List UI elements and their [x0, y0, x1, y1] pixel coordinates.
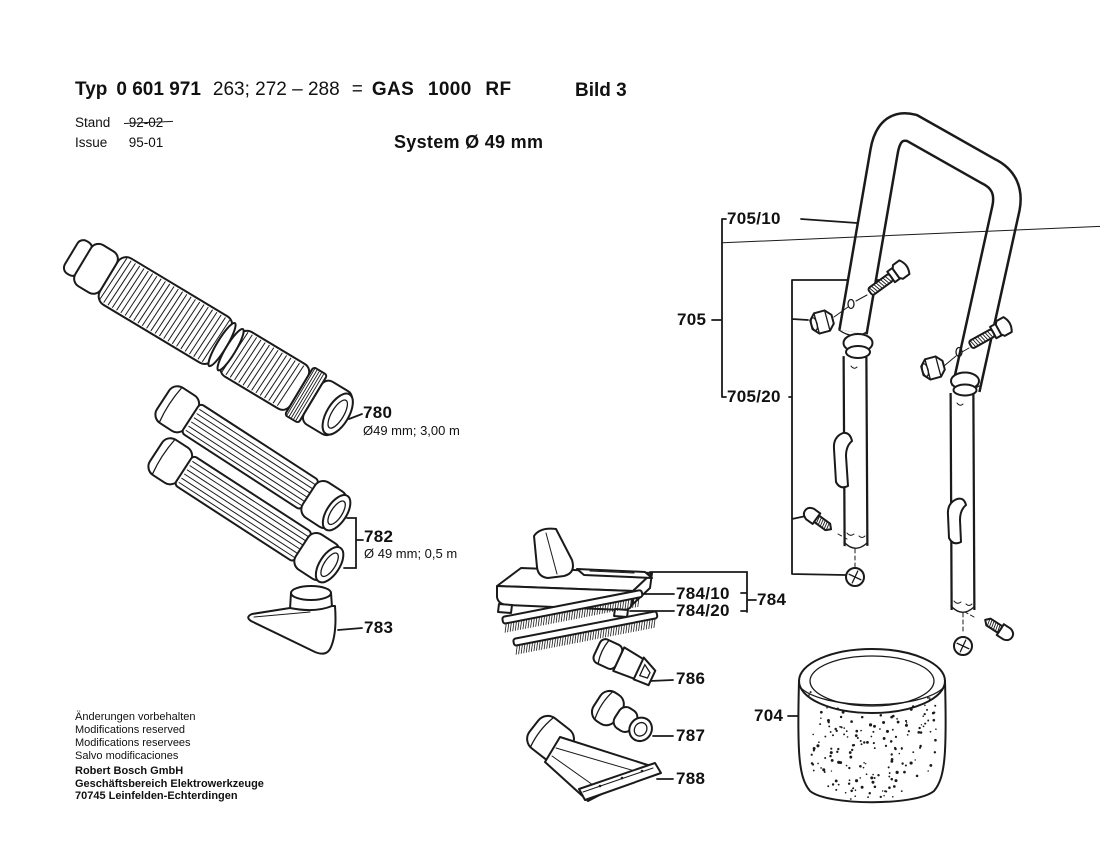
- stand-value-struck: 92-02: [128, 115, 164, 130]
- part-label-784-20: 784/20: [676, 601, 730, 620]
- part-label-782: 782: [364, 527, 394, 546]
- part-spec-782: Ø 49 mm; 0,5 m: [364, 546, 458, 561]
- type-number: 0 601 971: [116, 79, 201, 100]
- system-diameter: System Ø 49 mm: [394, 132, 544, 152]
- nozzle-783-drawing: [248, 586, 335, 654]
- company-line: 70745 Leinfelden-Echterdingen: [75, 790, 238, 803]
- notice-line: Modifications reserved: [75, 723, 186, 736]
- issue-label: Issue: [75, 135, 108, 150]
- type-suffix: 263; 272 – 288: [212, 79, 340, 100]
- footer-block: [75, 711, 264, 803]
- part-label-788: 788: [676, 769, 706, 788]
- handle-frame-705-drawing: [801, 127, 1015, 655]
- company-line: Robert Bosch GmbH: [75, 764, 184, 777]
- part-label-786: 786: [676, 669, 706, 688]
- floor-nozzle-784-drawing: [497, 529, 659, 655]
- notice-line: Modifications reservees: [75, 736, 191, 749]
- stand-line: [75, 115, 163, 130]
- issue-line: [75, 135, 163, 150]
- equals-sign: =: [351, 79, 363, 100]
- part-label-705: 705: [677, 310, 707, 329]
- part-label-783: 783: [364, 618, 394, 637]
- part-label-704: 704: [754, 706, 784, 725]
- issue-value: 95-01: [128, 135, 164, 150]
- title-line: [75, 79, 512, 101]
- part-label-705-10-struck: 705/10: [727, 209, 1100, 229]
- part-label-705-20: 705/20: [727, 387, 781, 406]
- reducer-787-drawing: [588, 687, 659, 750]
- part-label-780: 780: [363, 403, 393, 422]
- part-label-787: 787: [676, 726, 706, 745]
- sheet-number: Bild 3: [575, 80, 627, 101]
- type-word: Typ: [75, 79, 108, 100]
- company-line: Geschäftsbereich Elektrowerkzeuge: [75, 777, 264, 790]
- model-name: GAS 1000 RF: [371, 79, 512, 100]
- stand-label: Stand: [75, 115, 111, 130]
- flat-nozzle-786-drawing: [592, 637, 659, 687]
- part-label-784: 784: [757, 590, 787, 609]
- filter-container-704-drawing: [798, 649, 945, 802]
- notice-line: Salvo modificaciones: [75, 749, 179, 762]
- company-block: [75, 765, 264, 804]
- part-spec-780: Ø49 mm; 3,00 m: [363, 423, 460, 438]
- notice-line: Änderungen vorbehalten: [75, 711, 196, 723]
- part-label-784-10: 784/10: [676, 584, 730, 603]
